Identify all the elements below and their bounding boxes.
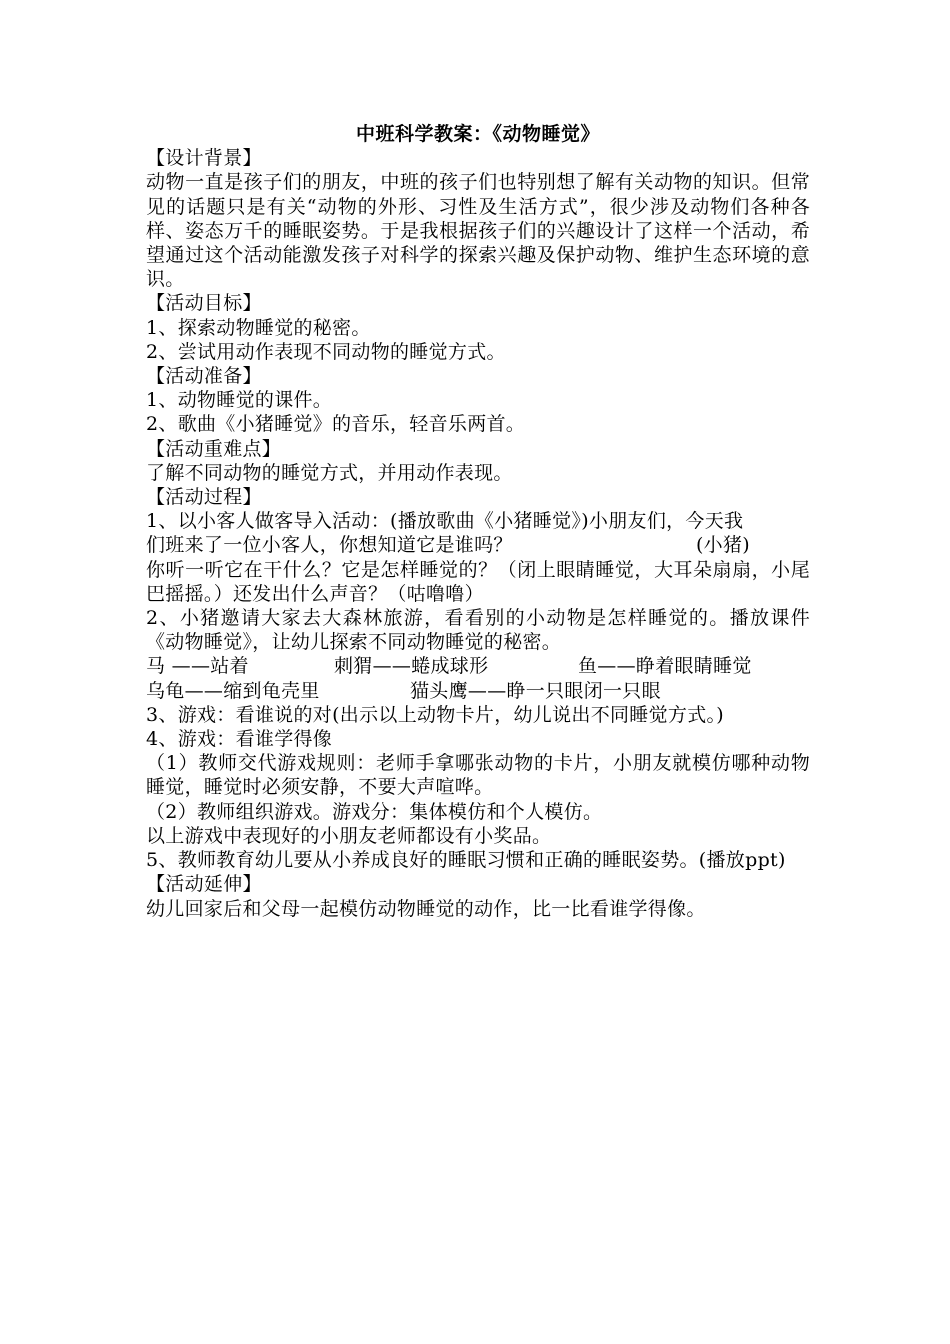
process-step-1-followup: 你听一听它在干什么？它是怎样睡觉的？（闭上眼睛睡觉，大耳朵扇扇，小尾巴摇摇。）还发出什么声音？（咕噜噜）	[146, 558, 810, 605]
process-step-3: 3、游戏：看谁说的对(出示以上动物卡片，幼儿说出不同睡觉方式。)	[146, 703, 725, 726]
animal-sleep-item: 乌龟——缩到龟壳里	[146, 679, 320, 702]
section-heading-background: 【设计背景】	[146, 147, 262, 170]
page-title: 中班科学教案：《动物睡觉》	[355, 123, 600, 145]
process-step-4-reward: 以上游戏中表现好的小朋友老师都设有小奖品。	[146, 824, 552, 847]
process-step-4-rule: （1）教师交代游戏规则：老师手拿哪张动物的卡片，小朋友就模仿哪种动物睡觉，睡觉时必须安静，不要大声喧哗。	[146, 752, 810, 799]
document-body	[146, 122, 810, 921]
animal-sleep-item: 猫头鹰——睁一只眼闭一只眼	[410, 679, 661, 702]
animal-sleep-item: 鱼——睁着眼睛睡觉	[578, 655, 752, 678]
goal-item: 1、探索动物睡觉的秘密。	[146, 316, 371, 339]
section-heading-key: 【活动重难点】	[146, 437, 282, 460]
process-step-1-answer: (小猪)	[695, 534, 750, 557]
key-points-text: 了解不同动物的睡觉方式，并用动作表现。	[146, 461, 513, 484]
prep-item: 1、动物睡觉的课件。	[146, 389, 333, 412]
section-heading-process: 【活动过程】	[146, 486, 262, 509]
process-step-2: 2、小猪邀请大家去大森林旅游，看看别的小动物是怎样睡觉的。播放课件《动物睡觉》，让幼儿探索不同动物睡觉的秘密。	[146, 607, 810, 654]
animal-sleep-item: 马 ——站着	[146, 655, 249, 678]
goal-item: 2、尝试用动作表现不同动物的睡觉方式。	[146, 340, 506, 363]
section-heading-prep: 【活动准备】	[146, 365, 262, 388]
prep-item: 2、歌曲《小猪睡觉》的音乐，轻音乐两首。	[146, 413, 526, 436]
section-heading-extension: 【活动延伸】	[146, 873, 262, 896]
process-step-5: 5、教师教育幼儿要从小养成良好的睡眠习惯和正确的睡眠姿势。(播放ppt)	[146, 849, 786, 872]
extension-text: 幼儿回家后和父母一起模仿动物睡觉的动作，比一比看谁学得像。	[146, 897, 706, 920]
process-step-1-question	[146, 533, 810, 557]
process-step-1-question-text: 们班来了一位小客人，你想知道它是谁吗？	[146, 534, 513, 557]
process-step-1-line: 1、以小客人做客导入活动：(播放歌曲《小猪睡觉》)小朋友们，今天我	[146, 510, 744, 533]
section-heading-goals: 【活动目标】	[146, 292, 262, 315]
background-paragraph: 动物一直是孩子们的朋友，中班的孩子们也特别想了解有关动物的知识。但常见的话题只是有关“动物的外形、习性及生活方式”，很少涉及动物们各种各样、姿态万千的睡眠姿势。于是我根据孩子们的兴趣设计了这样一个活动，希望通过这个活动能激发孩子对科学的探索兴趣及保护动物、维护生态环境的意识。	[146, 171, 810, 291]
animal-sleep-row	[146, 679, 810, 703]
process-step-4-organize: （2）教师组织游戏。游戏分：集体模仿和个人模仿。	[146, 800, 603, 823]
animal-sleep-item: 刺猬——蜷成球形	[334, 655, 489, 678]
animal-sleep-row	[146, 654, 810, 678]
process-step-4: 4、游戏：看谁学得像	[146, 728, 333, 751]
